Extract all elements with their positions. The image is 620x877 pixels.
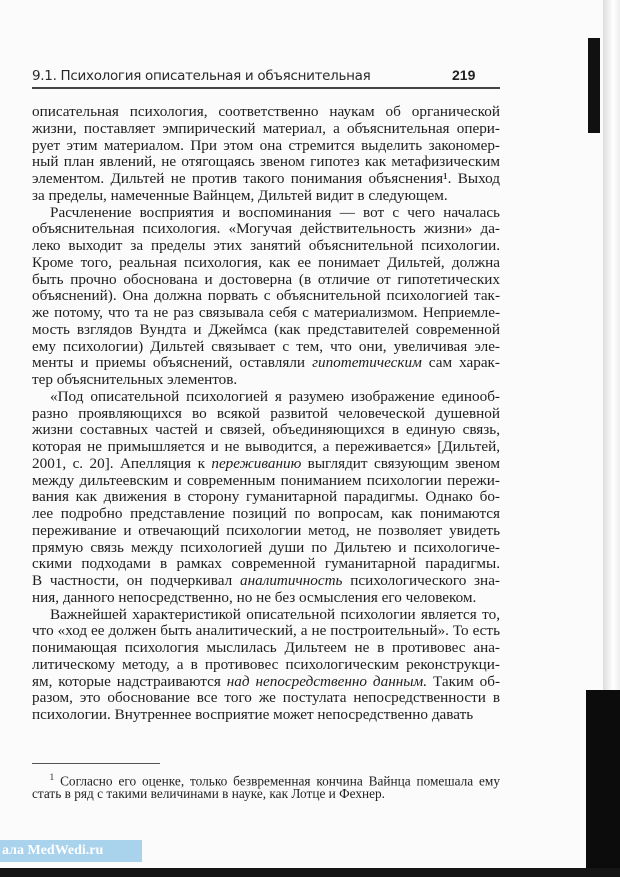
text-line [32,238,500,255]
running-title: 9.1. Психология описательная и объяснительная [32,68,371,84]
text-segment: сам харак- [421,354,500,372]
watermark: ала MedWedi.ru [0,840,142,862]
emphasis: аналитичность [239,572,343,589]
text-segment: жизни, поставляет эмпирический материал, а объяснительная опери- [32,119,500,137]
text-segment: понимающая психология мыслилась Дильтеем не в противовес ана- [32,639,500,656]
text-line [32,188,500,205]
text-segment: ему психологии) Дильтей связывает с тем, что они, увеличивая эле- [32,337,500,355]
text-segment: психологии. Внутреннее восприятие может непосредственно давать [32,706,474,723]
text-segment: менты и приемы объяснений, оставляли [32,354,313,372]
text-line [32,456,500,473]
text-segment: тер объяснительных элементов. [32,371,238,388]
text-segment: Расчленение восприятия и воспоминания — вот с чего началась [50,203,500,221]
text-line [32,523,500,540]
text-line [32,540,500,557]
text-line [32,406,500,423]
text-line [32,623,500,640]
footnote [32,769,500,802]
text-line [32,355,500,372]
text-line [32,272,500,289]
text-line [32,104,500,121]
text-segment: ям, которые надстраиваются [32,672,227,690]
text-line [32,674,500,691]
text-segment: скими подходами в рамках современной гуманитарной парадигмы. [32,555,500,573]
text-line [32,640,500,657]
header-rule [32,87,500,89]
page-number: 219 [452,67,476,83]
text-line [32,573,500,590]
text-segment: которая не примышляется и не выводится, а переживается» [Дильтей, [32,438,500,455]
text-segment: за пределы, намеченные Вайнцем, Дильтей видит в следующем. [32,186,448,204]
text-segment: «Под описательной психологией я разумею изображение единооб- [50,387,500,405]
text-line [32,121,500,138]
text-line [32,154,500,171]
text-segment: разом, это обоснование все того же постулата непосредственности в [32,689,500,707]
text-line [32,473,500,490]
text-line [32,255,500,272]
text-line [32,690,500,707]
scan-edge-mark [588,38,600,133]
text-line [32,590,500,607]
text-segment: Важнейшей характеристикой описательной психологии является то, [50,605,500,623]
text-line [32,339,500,356]
emphasis: над непосредственно данным. [226,672,428,690]
text-line [32,221,500,238]
text-line [32,607,500,624]
text-line [32,489,500,506]
text-segment: быть прочно обоснована и достоверна (в отличие от гипотетических [32,270,500,288]
text-segment: между дильтеевским и современным пониманием психологии пережи- [32,471,500,489]
text-segment: В частности, он подчеркивал [32,572,240,589]
text-segment: леко выходит за пределы этих занятий объяснительной психологии. [32,237,500,254]
footnote-marker: 1 [49,772,55,782]
footnote-line: Согласно его оценке, только безвременная кончина Вайнца помешала ему [60,773,500,789]
text-segment: переживание и отвечающий психологии метод, не позволяет увидеть [32,521,500,539]
text-segment: мость взглядов Вундта и Джеймса (как представителей современной [32,320,500,338]
text-segment: выглядит связующим звеном [301,454,500,472]
text-line [32,439,500,456]
text-segment: описательная психология, соответственно наукам об органической [32,103,500,120]
text-line [32,389,500,406]
text-line [32,305,500,322]
text-line [32,171,500,188]
body-text [32,104,500,724]
emphasis: гипотетическим [312,354,422,372]
text-segment: лее подробно представление позиций по вопросам, как понимаются [32,505,500,522]
text-segment: же потому, что та не раз связывала себя с материализмом. Неприемле- [32,304,500,321]
text-line [32,506,500,523]
text-segment: 2001, с. 20]. Апелляция к [32,454,212,472]
text-line [32,372,500,389]
text-segment: литическому методу, а в противовес психологическим реконструкци- [32,655,500,673]
text-segment: объяснений). Она должна порвать с объяснительной психологией так- [32,287,500,305]
text-line [32,205,500,222]
footnote-line: стать в ряд с такими величинами в науке, как Лотце и Фехнер. [32,785,385,801]
text-segment: ный план явлений, не отягощаясь звеном гипотез как метафизическим [32,153,500,171]
text-segment: объяснительная психология. «Могучая действительность жизни» да- [32,220,500,238]
text-segment: Кроме того, реальная психология, как ее понимает Дильтей, должна [32,253,500,271]
emphasis: переживанию [211,454,302,472]
text-line [32,422,500,439]
text-line [32,556,500,573]
text-segment: психологического зна- [342,572,500,589]
text-line [32,707,500,724]
text-segment: рует этим материалом. При этом она стремится выделить закономер- [32,136,500,154]
text-segment: жизни составных частей и связей, объединяющихся в единую связь, [32,421,500,439]
text-line [32,322,500,339]
text-segment: прямую связь между психологией души по Дильтею и психологиче- [32,538,500,556]
text-segment: что «ход ее должен быть аналитический, а не построительный». То есть [32,622,500,640]
scan-bottom-edge [0,868,620,877]
text-segment: элементом. Дильтей не против такого понимания объяснения¹. Выход [32,170,500,187]
text-segment: ния, данного непосредственно, но не без осмысления его человеком. [32,588,477,606]
footnote-rule [32,763,160,764]
text-segment: Таким об- [427,672,501,690]
text-line [32,657,500,674]
scan-edge-shadow [586,690,620,877]
text-segment: вания как движения в сторону гуманитарной парадигмы. Однако бо- [32,488,500,506]
text-segment: разно проявляющихся во всякой развитой человеческой душевной [32,404,500,422]
text-line [32,138,500,155]
text-line [32,288,500,305]
